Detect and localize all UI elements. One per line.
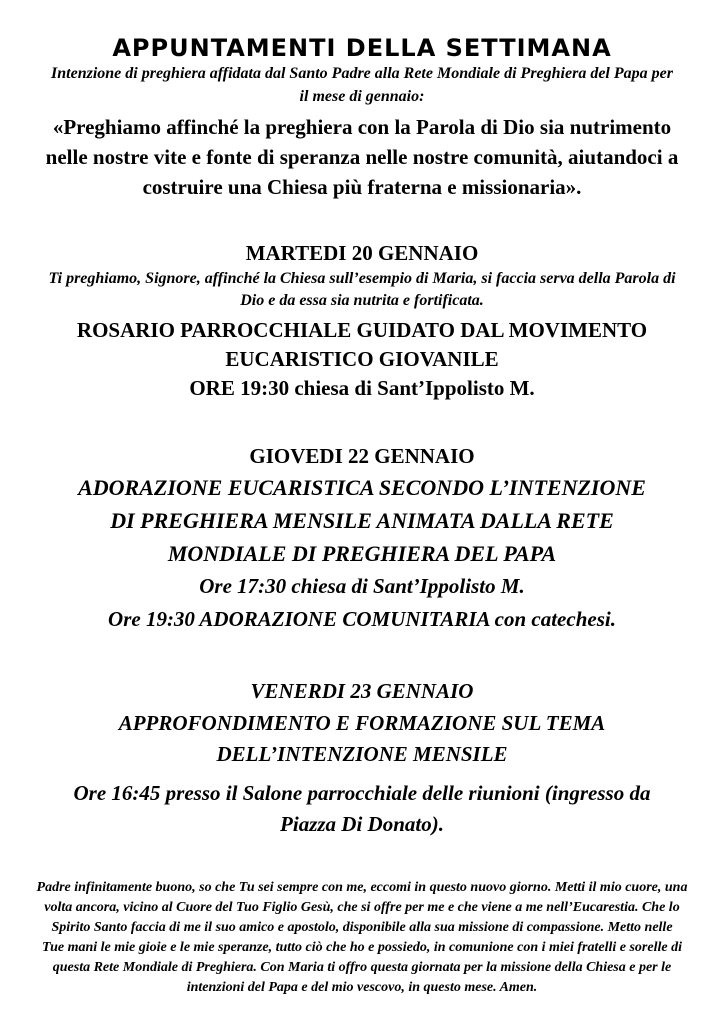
event-title-martedi: ROSARIO PARROCCHIALE GUIDATO DAL MOVIMENTO EUCARISTICO GIOVANILE [76, 318, 648, 371]
day-heading-giovedi: GIOVEDI 22 GENNAIO [249, 444, 475, 468]
day-prayer-martedi: Ti preghiamo, Signore, affinché la Chiesa sull’esempio di Maria, si faccia serva della Parola di Dio e da essa sia nutrita e fortificata. [48, 270, 676, 309]
monthly-intention-quote: «Preghiamo affinché la preghiera con la Parola di Dio sia nutrimento nelle nostre vite e fonte di speranza nelle nostre comunità, aiutandoci a costruire una Chiesa più fraterna e missionaria». [45, 115, 679, 199]
section-giovedi-22-gennaio [15, 443, 709, 636]
day-heading-venerdi: VENERDI 23 GENNAIO [250, 679, 474, 703]
day-heading-martedi: MARTEDI 20 GENNAIO [245, 241, 479, 265]
event-title-giovedi: ADORAZIONE EUCARISTICA SECONDO L’INTENZIONE DI PREGHIERA MENSILE ANIMATA DALLA RETE MONDIALE DI PREGHIERA DEL PAPA [78, 475, 646, 566]
section-venerdi-23-gennaio [15, 678, 709, 840]
event-time-venerdi: Ore 16:45 presso il Salone parrocchiale delle riunioni (ingresso da Piazza Di Donato). [73, 781, 651, 836]
event-times-giovedi: Ore 17:30 chiesa di Sant’Ippolisto M. Ore 19:30 ADORAZIONE COMUNITARIA con catechesi. [108, 574, 616, 631]
event-title-venerdi: APPROFONDIMENTO E FORMAZIONE SUL TEMA DELL’INTENZIONE MENSILE [118, 711, 606, 766]
intention-intro-text: Intenzione di preghiera affidata dal Santo Padre alla Rete Mondiale di Preghiera del Papa per il mese di gennaio: [51, 65, 673, 105]
event-time-martedi: ORE 19:30 chiesa di Sant’Ippolisto M. [189, 376, 535, 400]
closing-prayer: Padre infinitamente buono, so che Tu sei sempre con me, eccomi in questo nuovo giorno. Metti il mio cuore, una volta ancora, vicino al Cuore del Tuo Figlio Gesù, che si offre per me e che viene a me nell’Eucarestia. Che lo Spirito Santo faccia di me il suo amico e apostolo, disponibile alla sua missione di compassione. Metto nelle Tue mani le mie gioie e le mie speranze, tutto ciò che ho e possiedo, in comunione con i miei fratelli e sorelle di questa Rete Mondiale di Preghiera. Con Maria ti offro questa giornata per la missione della Chiesa e per le intenzioni del Papa e del mio vescovo, in questo mese. Amen. [36, 880, 688, 995]
section-martedi-20-gennaio [15, 240, 709, 403]
page-title: APPUNTAMENTI DELLA SETTIMANA [112, 34, 612, 62]
